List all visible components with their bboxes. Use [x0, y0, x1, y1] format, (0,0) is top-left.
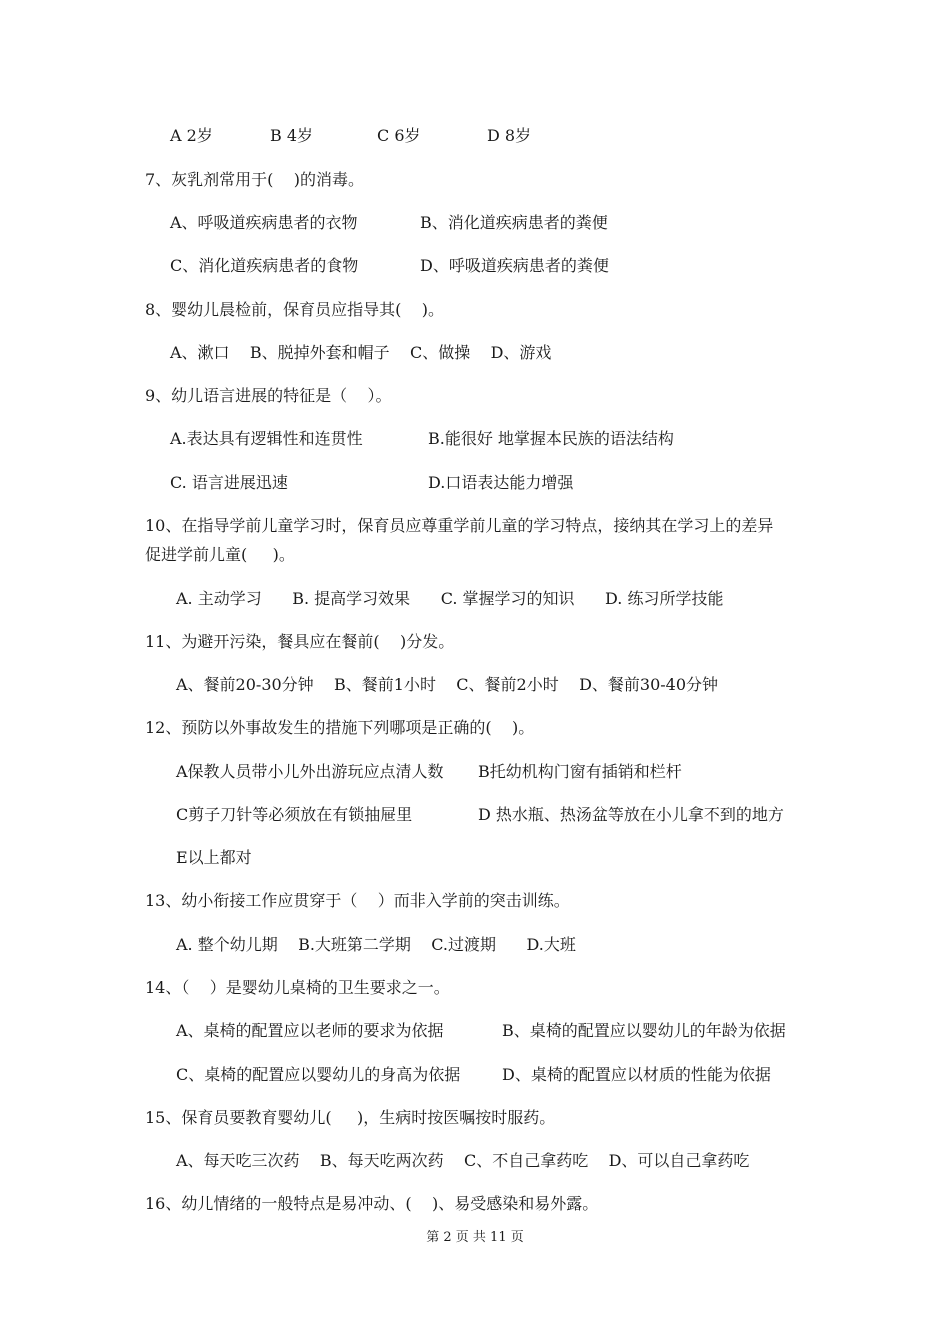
option-text: D 热水瓶、热汤盆等放在小儿拿不到的地方: [478, 805, 784, 824]
option-text: B.能很好 地掌握本民族的语法结构: [428, 429, 674, 448]
question-text: 16、幼儿情绪的一般特点是易冲动、( )、易受感染和易外露。: [145, 1194, 599, 1213]
question-text: 促进学前儿童( )。: [145, 545, 295, 564]
option-text: D 8岁: [487, 126, 532, 145]
question-text: 12、预防以外事故发生的措施下列哪项是正确的( )。: [145, 718, 535, 737]
option-text: D.口语表达能力增强: [428, 473, 574, 492]
options-line: A、每天吃三次药 B、每天吃两次药 C、不自己拿药吃 D、可以自己拿药吃: [176, 1151, 750, 1170]
option-text: B 4岁: [270, 126, 314, 145]
option-text: B托幼机构门窗有插销和栏杆: [478, 762, 682, 781]
option-text: C、消化道疾病患者的食物: [170, 256, 359, 275]
option-text: A 2岁: [170, 126, 213, 145]
question-text: 10、在指导学前儿童学习时，保育员应尊重学前儿童的学习特点，接纳其在学习上的差异: [145, 516, 774, 535]
option-text: D、桌椅的配置应以材质的性能为依据: [502, 1065, 771, 1084]
option-text: C剪子刀针等必须放在有锁抽屉里: [176, 805, 413, 824]
page-footer: 第 2 页 共 11 页: [426, 1230, 524, 1245]
option-text: C. 语言进展迅速: [170, 473, 288, 492]
question-text: 7、灰乳剂常用于( )的消毒。: [145, 170, 365, 189]
option-text: C、桌椅的配置应以婴幼儿的身高为依据: [176, 1065, 461, 1084]
options-line: A. 主动学习 B. 提高学习效果 C. 掌握学习的知识 D. 练习所学技能: [176, 589, 724, 608]
option-text: C 6岁: [377, 126, 421, 145]
option-text: A.表达具有逻辑性和连贯性: [170, 429, 363, 448]
options-line: A. 整个幼儿期 B.大班第二学期 C.过渡期 D.大班: [176, 935, 576, 954]
options-line: E以上都对: [176, 848, 252, 867]
question-text: 13、幼小衔接工作应贯穿于（ ）而非入学前的突击训练。: [145, 891, 570, 910]
options-line: A、餐前20-30分钟 B、餐前1小时 C、餐前2小时 D、餐前30-40分钟: [176, 675, 719, 694]
question-text: 8、婴幼儿晨检前，保育员应指导其( )。: [145, 300, 445, 319]
question-text: 15、保育员要教育婴幼儿( )，生病时按医嘱按时服药。: [145, 1108, 556, 1127]
question-text: 14、（ ）是婴幼儿桌椅的卫生要求之一。: [145, 978, 450, 997]
options-line: A、漱口 B、脱掉外套和帽子 C、做操 D、游戏: [170, 343, 552, 362]
option-text: A、桌椅的配置应以老师的要求为依据: [176, 1021, 444, 1040]
option-text: A、呼吸道疾病患者的衣物: [170, 213, 358, 232]
question-text: 9、幼儿语言进展的特征是（ ）。: [145, 386, 392, 405]
option-text: B、桌椅的配置应以婴幼儿的年龄为依据: [502, 1021, 786, 1040]
option-text: D、呼吸道疾病患者的粪便: [420, 256, 609, 275]
option-text: A保教人员带小儿外出游玩应点清人数: [176, 762, 444, 781]
option-text: B、消化道疾病患者的粪便: [420, 213, 608, 232]
question-text: 11、为避开污染，餐具应在餐前( )分发。: [145, 632, 455, 651]
